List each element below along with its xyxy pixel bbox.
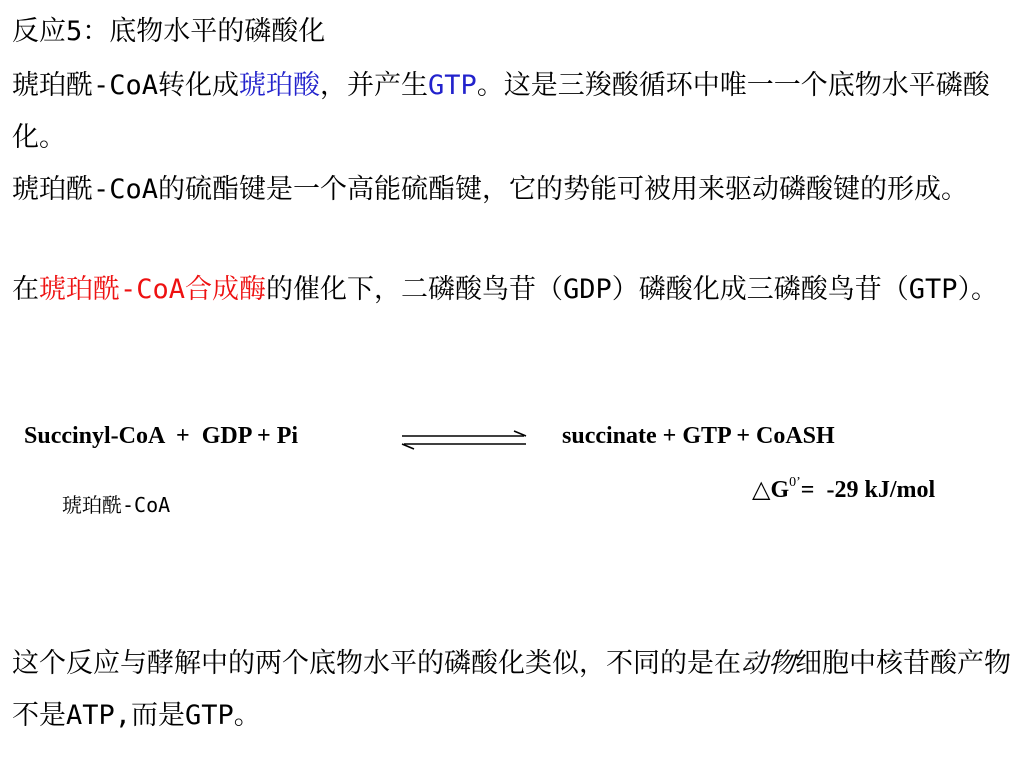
delta-g-superscript: 0’ bbox=[789, 475, 801, 490]
highlight-enzyme: 琥珀酰-CoA合成酶 bbox=[39, 274, 267, 305]
delta-g-value: = -29 kJ/mol bbox=[800, 477, 936, 503]
paragraph-enzyme bbox=[12, 264, 1012, 316]
reactant-label: 琥珀酰-CoA bbox=[62, 493, 171, 517]
paragraph-conversion bbox=[12, 60, 1012, 164]
text-run: 这个反应与酵解中的两个底物水平的磷酸化类似，不同的是在 bbox=[12, 648, 741, 679]
paragraph-comparison bbox=[12, 638, 1012, 742]
free-energy-change bbox=[752, 474, 935, 504]
italic-animal: 动物 bbox=[741, 648, 795, 679]
paragraph-thioester: 琥珀酰-CoA的硫酯键是一个高能硫酯键，它的势能可被用来驱动磷酸键的形成。 bbox=[12, 174, 969, 205]
text-run: 的催化下，二磷酸鸟苷（GDP）磷酸化成三磷酸鸟苷（GTP）。 bbox=[266, 274, 999, 305]
highlight-gtp: GTP bbox=[428, 70, 477, 101]
delta-g-symbol: △G bbox=[752, 477, 790, 503]
text-run: ，并产生 bbox=[320, 70, 429, 101]
text-run: 在 bbox=[12, 274, 39, 305]
text-run: 细胞中核苷酸产物不是ATP,而是GTP。 bbox=[12, 648, 1011, 731]
reversible-arrow-icon bbox=[398, 428, 530, 452]
equation-reactants: Succinyl-CoA + GDP + Pi bbox=[24, 423, 299, 449]
slide-title: 反应5：底物水平的磷酸化 bbox=[12, 16, 326, 47]
equation-products: succinate + GTP + CoASH bbox=[562, 423, 835, 449]
highlight-succinate: 琥珀酸 bbox=[239, 70, 321, 101]
text-run: 琥珀酰-CoA转化成 bbox=[12, 70, 240, 101]
text-run: 。这是三羧酸循环中唯一一个底物水平磷酸化。 bbox=[12, 70, 990, 153]
